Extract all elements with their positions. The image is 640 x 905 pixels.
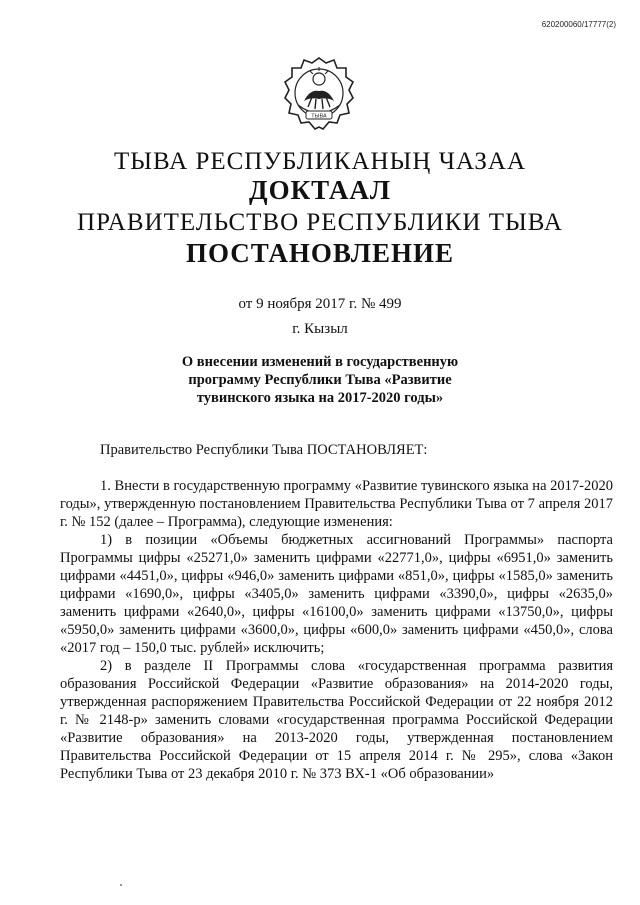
republic-of-tyva-emblem-icon [282,55,356,135]
header-government: ПРАВИТЕЛЬСТВО РЕСПУБЛИКИ ТЫВА [77,209,563,236]
header-resolution: ПОСТАНОВЛЕНИЕ [185,238,455,268]
emblem-label: ТЫВА [311,113,327,120]
header-tyvan-resolution: ДОКТААЛ [249,175,391,205]
paragraph: 1) в позиции «Объемы бюджетных ассигнований Программы» паспорта Программы цифры «25271,0» заменить цифрами «22771,0», цифры «6951,0» заменить цифрами «4451,0», цифры «946,0» заменить цифрами «851,0», цифры «1585,0» заменить цифрами «1690,0», цифры «3405,0» заменить цифрами «3390,0», цифры «2635,0» заменить цифрами «2640,0», цифры «16100,0» заменить цифрами «13750,0», цифры «5950,0» заменить цифрами «3600,0», цифры «600,0» заменить цифрами «450,0», слова «2017 год – 150,0 тыс. рублей» исключить; [60,532,613,656]
header-tyvan-government: ТЫВА РЕСПУБЛИКАНЫҢ ЧАЗАА [113,148,527,175]
document-body [60,441,613,783]
preamble: Правительство Республики Тыва ПОСТАНОВЛЯЕТ: [100,442,428,458]
resolution-subject: О внесении изменений в государственную программу Республики Тыва «Развитие тувинского языка на 2017-2020 годы» [181,354,459,406]
paragraph: 2) в разделе II Программы слова «государственная программа развития образования Российской Федерации «Развитие образования» на 2014-2020 годы, утвержденная распоряжением Правительства Российской Федерации от 22 ноября 2012 г. № 2148-р» заменить словами «государственная программа Российской Федерации «Развитие образования» на 2013-2020 годы, утвержденная постановлением Правительства Российской Федерации от 15 апреля 2014 г. № 295», слова «Закон Республики Тыва от 23 декабря 2010 г. № 373 ВХ-1 «Об образовании» [60,658,613,782]
paragraph: 1. Внести в государственную программу «Развитие тувинского языка на 2017-2020 годы», утвержденную постановлением Правительства Республики Тыва от 7 апреля 2017 г. № 152 (далее – Программа), следующие изменения: [60,478,613,530]
resolution-place: г. Кызыл [292,321,348,337]
resolution-date: от 9 ноября 2017 г. № 499 [238,296,402,312]
scan-speck [120,884,122,886]
document-code: 620200060/17777(2) [541,20,616,29]
